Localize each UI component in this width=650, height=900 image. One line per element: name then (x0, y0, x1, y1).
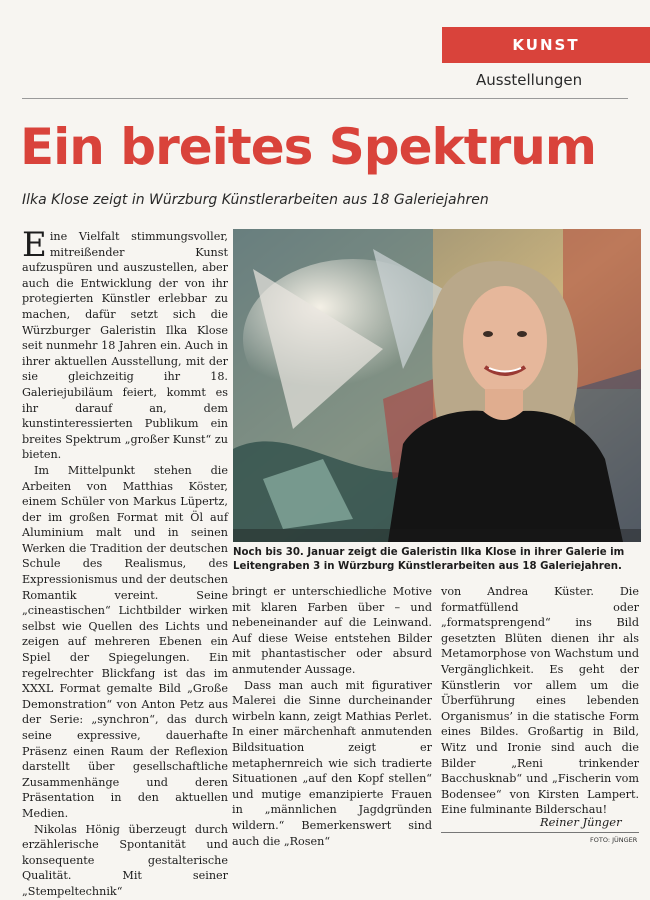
gallerist-photo (233, 229, 641, 542)
article-deck: Ilka Klose zeigt in Würzburg Künstlerarbeiten aus 18 Galeriejahren (22, 192, 489, 208)
article-author: Reiner Jünger (540, 815, 622, 829)
paragraph (22, 225, 228, 463)
drop-cap: E (22, 225, 47, 265)
footer-rule (441, 832, 639, 833)
paragraph: Im Mittelpunkt stehen die Arbeiten von Matthias Köster, einem Schüler von Markus Lüpertz, der im großen Format mit Öl auf Aluminium malt und in seinen Werken die Tradition der deutschen Schule des Realismus, des Expressionismus und der deutschen Romantik vereint. Seine „cineastischen“ Lichtbilder wirken selbst wie Quellen des Lichts und zeigen auf mehreren Ebenen ein Spiel der Spiegelungen. Ein regelrechter Blickfang ist das im XXXL Format gemalte Bild „Große Demonstration“ von Anton Petz aus der Serie: „synchron“, das durch seine expressive, dauerhafte Präsenz einen Raum der Reflexion darstellt über gesellschaftliche Zusammenhänge und deren Präsentation in den aktuellen Medien. (22, 463, 228, 820)
paragraph: bringt er unterschiedliche Motive mit klaren Farben über – und nebeneinander auf die Leinwand. Auf diese Weise entstehen Bilder mit phantastischer oder absurd anmutender Aussage. (232, 585, 432, 676)
header-rule (22, 98, 628, 99)
section-label: KUNST (512, 36, 580, 54)
paragraph: Nikolas Hönig überzeugt durch erzählerische Spontanität und konsequente gestalterische Qualität. Mit seiner „Stempeltechnik“ (22, 822, 228, 898)
text-column-1 (22, 225, 228, 898)
paragraph-text: ine Vielfalt stimmungsvoller, mitreißender Kunst aufzuspüren und auszustellen, aber auch die Entwicklung der von ihr protegierten Künstler erlebbar zu machen, dafür setzt sich die Würzburger Galeristin Ilka Klose seit nunmehr 18 Jahren ein. Auch in ihrer aktuellen Ausstellung, mit der sie gleichzeitig ihr 18. Galeriejubiläum feiert, kommt es ihr darauf an, dem kunstinteressierten Publikum ein breites Spektrum „großer Kunst“ zu bieten. (22, 230, 228, 462)
text-column-3 (441, 584, 639, 828)
paragraph: von Andrea Küster. Die formatfüllend oder „formatsprengend“ ins Bild gesetzten Blüten dienen ihr als Metamorphose von Wachstum und Vergänglichkeit. Es geht der Künstlerin vor allem um die Überführung eines lebenden Organismus’ in die statische Form eines Bildes. Großartig in Bild, Witz und Ironie sind auch die Bilder „Reni trinkender Bacchusknab“ und „Fischerin vom Bodensee“ von Kirsten Lampert. Eine fulminante Bilderschau! (441, 585, 639, 817)
article-headline: Ein breites Spektrum (20, 118, 596, 176)
photo-caption: Noch bis 30. Januar zeigt die Galeristin Ilka Klose in ihrer Galerie im Leitengraben 3 in Würzburg Künstlerarbeiten aus 18 Galeriejahren. (233, 547, 625, 572)
subsection-label: Ausstellungen (476, 71, 583, 89)
paragraph: Dass man auch mit figurativer Malerei die Sinne durcheinander wirbeln kann, zeigt Mathias Perlet. In einer märchenhaft anmutenden Bildsituation zeigt er metaphernreich wie sich tradierte Situationen „auf den Kopf stellen“ und mutige emanzipierte Frauen in „männlichen Jagdgründen wildern.“ Bemerkenswert sind auch die „Rosen“ (232, 678, 432, 848)
section-tab-kunst (442, 27, 650, 63)
photo-credit: FOTO: JÜNGER (590, 836, 638, 844)
text-column-2 (232, 584, 432, 846)
